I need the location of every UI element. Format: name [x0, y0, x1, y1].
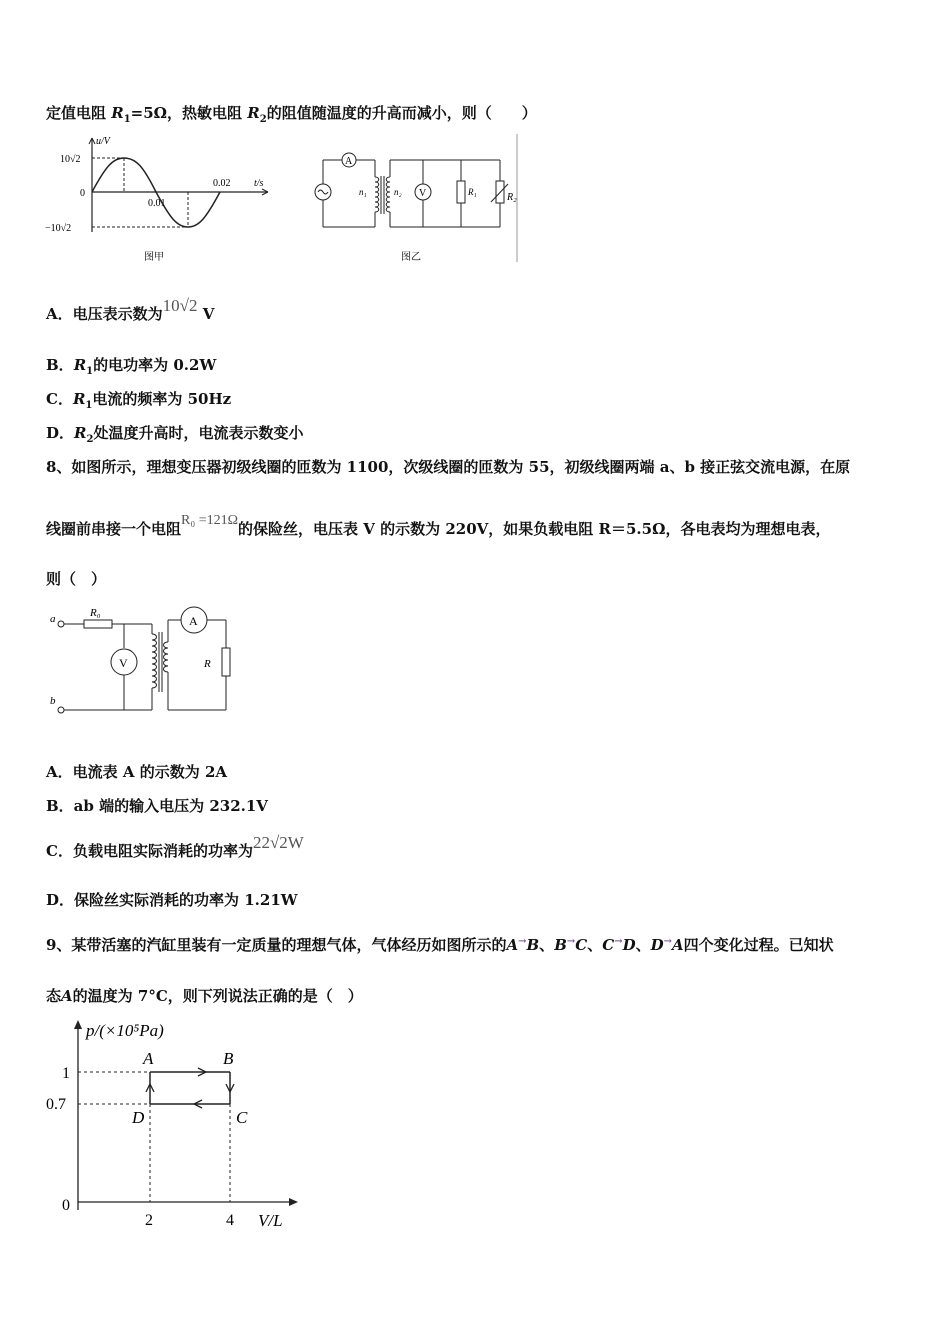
q8-line3: 则（ ） — [46, 570, 107, 588]
q8-label-r0: R₀ — [90, 607, 101, 619]
q7-gb-r1: R₁ — [468, 187, 477, 197]
q7-graph-b — [305, 132, 525, 267]
q8-voltmeter: V — [119, 656, 128, 670]
q7-ga-xaxis: t/s — [254, 178, 264, 189]
q7-ga-ybottom: −10√2 — [45, 223, 72, 234]
q8-option-a: A．电流表 A 的示数为 2A — [46, 763, 228, 781]
q8-circuit — [44, 600, 244, 720]
q9-x4: 4 — [226, 1212, 234, 1229]
q9-point-b: B — [223, 1049, 234, 1068]
q9-y1: 1 — [62, 1065, 70, 1082]
q7-gb-r2: R₂ — [507, 192, 517, 203]
q8-label-a: a — [50, 613, 56, 625]
q8-line1: 8、如图所示，理想变压器初级线圈的匝数为 1100，次级线圈的匝数为 55，初级线圈两端 a、b 接正弦交流电源，在原 — [46, 458, 851, 476]
q7-option-b: B．$R_1$的电功率为 0.2W — [46, 356, 217, 377]
q9-x2: 2 — [145, 1212, 153, 1229]
q7-intro: 定值电阻 $R_1=5\Omega$，热敏电阻 $R_2$的阻值随温度的升高而减小，则（ ） — [46, 104, 537, 125]
q7-option-d: D．$R_2$处温度升高时，电流表示数变小 — [46, 424, 304, 445]
q8-line2: 线圈前串接一个电阻R₀ =121Ω的保险丝，电压表 V 的示数为 220V，如果负载电阻 R＝5.5Ω，各电表均为理想电表， — [46, 513, 831, 538]
q7-ga-xmid: 0.01 — [148, 198, 166, 209]
q7-gb-n1: n₁ — [359, 187, 367, 197]
q7-ga-yaxis: u/V — [96, 136, 110, 147]
q7-gb-n2: n₂ — [394, 187, 402, 197]
q8-option-d: D．保险丝实际消耗的功率为 1.21W — [46, 891, 298, 909]
q7-ga-xend: 0.02 — [213, 178, 231, 189]
q9-point-d: D — [132, 1108, 145, 1127]
q7-option-a: A．电压表示数为10√2 V — [46, 296, 215, 323]
q9-xaxis: V/L — [258, 1211, 283, 1230]
q7-option-c: C．$R_1$电流的频率为 50Hz — [46, 390, 232, 411]
q7-ga-caption: 图甲 — [144, 252, 164, 263]
q9-yaxis: p/(×10⁵Pa) — [86, 1021, 164, 1040]
q8-label-b: b — [50, 695, 56, 707]
q7-graph-a — [40, 132, 290, 267]
q9-pv-graph — [40, 1012, 320, 1237]
q9-point-a: A — [143, 1049, 154, 1068]
q7-ga-yzero: 0 — [80, 188, 85, 199]
q8-option-b: B．ab 端的输入电压为 232.1V — [46, 797, 268, 815]
q9-y07: 0.7 — [46, 1096, 66, 1113]
q7-gb-voltmeter: V — [419, 188, 427, 199]
q9-line2: 态A的温度为 7°C，则下列说法正确的是（ ） — [46, 987, 363, 1005]
q7-ga-ytop: 10√2 — [60, 154, 81, 165]
q7-gb-caption: 图乙 — [401, 252, 421, 263]
q9-point-c: C — [236, 1108, 248, 1127]
q9-line1: 9、某带活塞的汽缸里装有一定质量的理想气体，气体经历如图所示的A→B、B→C、C→D、D→A四个变化过程。已知状 — [46, 936, 834, 954]
q8-option-c: C．负载电阻实际消耗的功率为22√2W — [46, 833, 304, 860]
q7-gb-ammeter: A — [345, 156, 353, 167]
q8-label-r: R — [204, 658, 211, 670]
q9-origin: 0 — [62, 1197, 70, 1214]
q8-ammeter: A — [189, 614, 198, 628]
